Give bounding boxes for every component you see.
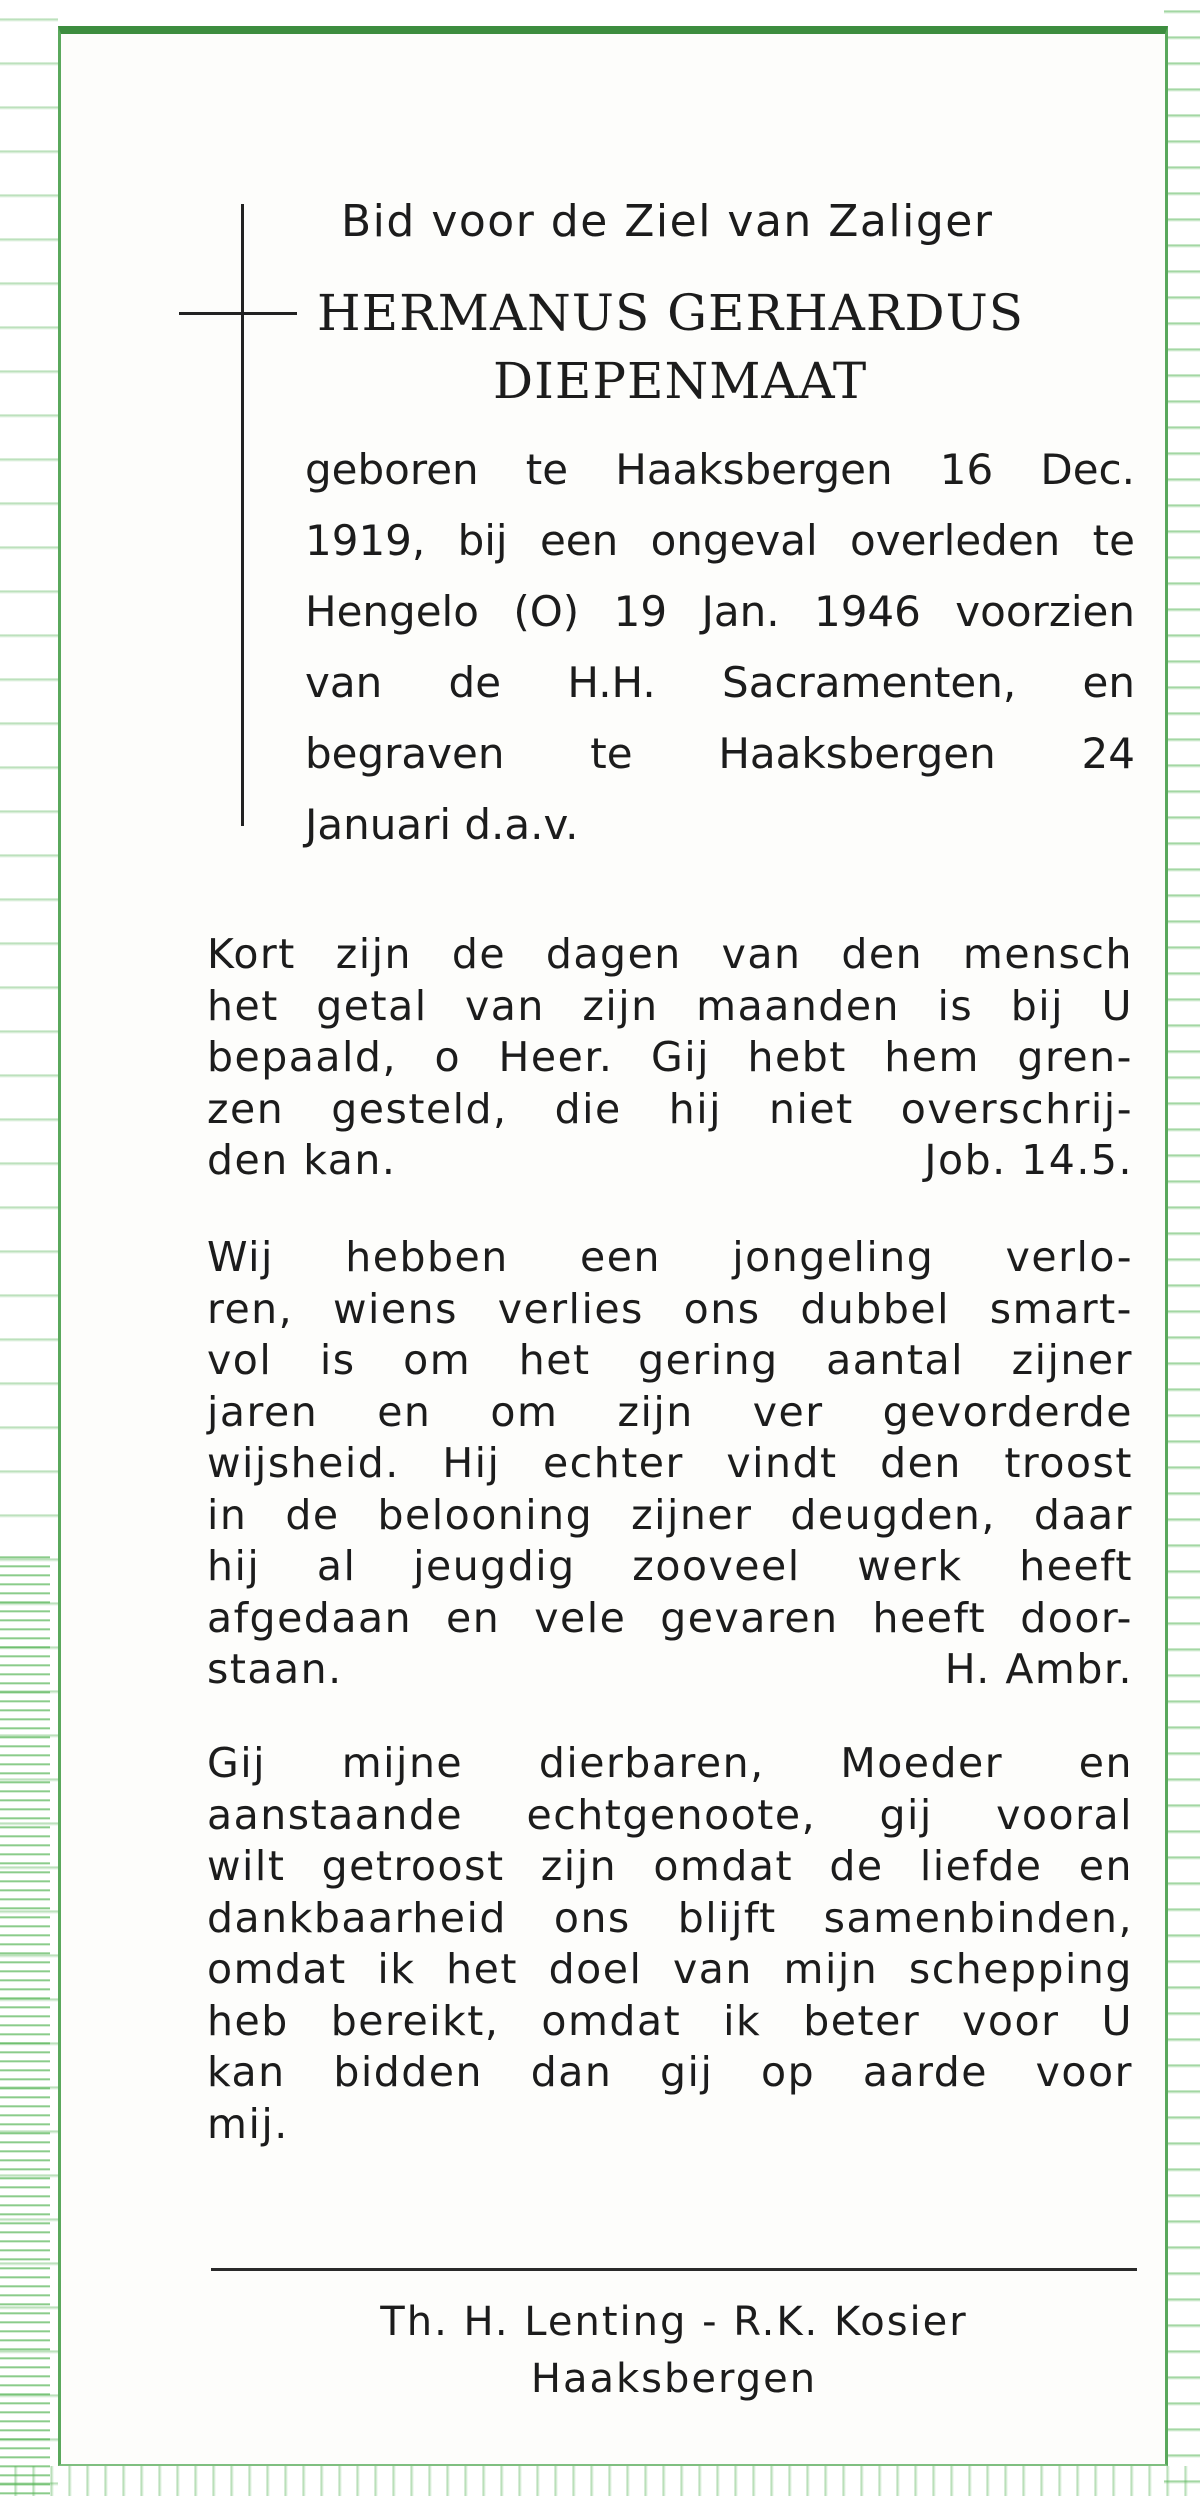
text-word: Kort (207, 930, 296, 978)
text-word: bidden (333, 2048, 484, 2096)
text-word: door- (1020, 1593, 1133, 1642)
deceased-name-last: DIEPENMAAT (493, 352, 868, 410)
text-word: U (1101, 981, 1133, 1030)
text-word: ren, (207, 1284, 294, 1333)
text-word: bij (1010, 981, 1065, 1030)
text-segment: (O) (513, 587, 580, 636)
text-segment: H. Ambr. (944, 1645, 1133, 1693)
text-line (207, 1438, 1133, 1490)
farewell-text (207, 1738, 1133, 2150)
text-segment: Hengelo (305, 587, 479, 636)
text-segment: staan. (207, 1645, 343, 1693)
text-segment: Haaksbergen (615, 445, 893, 494)
text-word: het (518, 1336, 591, 1384)
text-word: gij (660, 2048, 714, 2096)
text-word: voor (1035, 2048, 1133, 2096)
text-word: de (829, 1842, 884, 1890)
text-word: in (207, 1490, 248, 1539)
text-word: jeugdig (413, 1542, 576, 1590)
text-word: een (580, 1233, 661, 1281)
text-word: werk (857, 1542, 963, 1590)
text-segment: overleden (850, 516, 1061, 565)
text-word: al (316, 1542, 357, 1590)
text-word: kan (207, 2048, 286, 2096)
text-word: mijne (341, 1739, 464, 1787)
text-word: de (451, 930, 507, 978)
text-line (207, 1490, 1133, 1542)
text-word: dierbaren, (538, 1739, 765, 1787)
text-line (207, 1084, 1133, 1136)
text-word: afgedaan (207, 1593, 413, 1642)
text-word: aanstaande (207, 1790, 464, 1839)
text-word: echter (542, 1439, 684, 1487)
text-segment: Januari d.a.v. (305, 800, 579, 849)
text-word: bepaald, (207, 1033, 397, 1081)
text-segment: Haaksbergen (718, 729, 996, 778)
text-segment: Sacramenten, (722, 658, 1017, 707)
text-word: voor (962, 1996, 1060, 2045)
text-segment: te (590, 729, 633, 778)
text-word: mensch (962, 930, 1133, 978)
text-word: gevorderde (882, 1387, 1133, 1436)
text-word: hem (884, 1033, 980, 1081)
text-line (207, 1841, 1133, 1893)
text-segment: te (1092, 516, 1135, 565)
text-word: troost (1004, 1439, 1133, 1487)
text-segment: Job. 14.5. (924, 1136, 1133, 1184)
text-word: ons (553, 1893, 631, 1942)
text-word: zooveel (632, 1542, 801, 1590)
text-word: Heer. (498, 1033, 614, 1081)
text-word: o (434, 1033, 462, 1081)
text-word: hebben (345, 1233, 509, 1281)
text-word: zijner (631, 1490, 753, 1539)
text-word: van (465, 981, 545, 1030)
text-word: ons (683, 1284, 761, 1333)
text-line (207, 1790, 1133, 1842)
text-word: ver (752, 1387, 824, 1436)
text-word: getroost (321, 1842, 505, 1890)
text-word: deugden, (790, 1490, 996, 1539)
text-word: verlies (497, 1284, 644, 1333)
text-word: het (446, 1945, 518, 1993)
text-segment: mij. (207, 2099, 289, 2148)
text-word: de (285, 1490, 340, 1539)
text-word: is (319, 1336, 356, 1384)
text-word: dagen (545, 930, 682, 978)
text-segment: bij (457, 516, 508, 565)
text-word: aarde (862, 2048, 988, 2096)
text-line (207, 1644, 1133, 1696)
biography-text (305, 434, 1135, 860)
text-word: maanden (696, 981, 901, 1030)
text-word: omdat (541, 1996, 682, 2045)
text-word: vooral (996, 1790, 1133, 1839)
text-word: jongeling (732, 1233, 935, 1281)
text-word: omdat (207, 1945, 347, 1993)
text-word: beter (803, 1996, 921, 2045)
text-word: gren- (1017, 1033, 1133, 1081)
text-word: blijft (677, 1893, 777, 1942)
text-word: zijn (540, 1842, 618, 1890)
scan-edge-left (0, 0, 58, 2496)
text-word: van (721, 930, 802, 978)
text-line (207, 1032, 1133, 1084)
text-word: gevaren (660, 1593, 839, 1642)
text-segment: H.H. (567, 658, 656, 707)
text-line (207, 929, 1133, 981)
text-line (305, 576, 1135, 647)
text-word: Gij (207, 1739, 267, 1787)
text-line (207, 2099, 1133, 2151)
text-line (207, 981, 1133, 1033)
text-segment: Jan. (701, 587, 780, 636)
text-segment: de (448, 658, 502, 707)
divider-line (211, 2268, 1137, 2271)
text-line (207, 1335, 1133, 1387)
text-word: doel (548, 1945, 643, 1993)
text-word: liefde (919, 1842, 1043, 1890)
text-segment: 19 (613, 587, 668, 636)
text-word: overschrij- (900, 1084, 1133, 1133)
scripture-quote-job (207, 929, 1133, 1187)
text-word: heeft (1019, 1542, 1133, 1590)
text-line (305, 789, 1135, 860)
quote-ambrose (207, 1232, 1133, 1696)
text-word: en (446, 1593, 501, 1642)
text-word: U (1101, 1996, 1133, 2045)
text-word: Moeder (840, 1739, 1004, 1787)
scan-edge-right (1164, 0, 1200, 2496)
text-word: getal (316, 981, 428, 1030)
text-segment: een (539, 516, 619, 565)
text-word: Gij (650, 1033, 710, 1081)
text-word: om (403, 1336, 472, 1384)
text-line (207, 1944, 1133, 1996)
text-word: heeft (872, 1593, 987, 1642)
text-word: op (761, 2048, 816, 2096)
text-segment: te (525, 445, 569, 494)
text-word: Hij (442, 1439, 501, 1487)
text-word: dankbaarheid (207, 1893, 507, 1942)
text-word: hij (207, 1542, 261, 1590)
text-line (207, 1996, 1133, 2048)
text-word: echtgenoote, (526, 1790, 817, 1839)
text-line (305, 718, 1135, 789)
text-segment: ongeval (650, 516, 818, 565)
text-word: en (1078, 1842, 1133, 1890)
text-word: daar (1033, 1490, 1133, 1539)
text-word: verlo- (1005, 1233, 1133, 1281)
text-word: wijsheid. (207, 1439, 400, 1487)
text-word: heb (207, 1996, 289, 2045)
cross-icon-horizontal (179, 312, 297, 315)
text-word: vindt (726, 1439, 838, 1487)
text-line (305, 434, 1135, 505)
text-word: belooning (377, 1490, 594, 1539)
text-line (207, 2047, 1133, 2099)
text-word: en (377, 1387, 432, 1436)
text-word: vol (207, 1336, 273, 1384)
text-word: zijn (582, 981, 659, 1030)
text-line (207, 1135, 1133, 1187)
text-segment: den kan. (207, 1136, 397, 1184)
text-segment: 16 (939, 445, 994, 494)
text-line (305, 647, 1135, 718)
text-segment: 24 (1081, 729, 1135, 778)
text-line (305, 505, 1135, 576)
text-word: bereikt, (330, 1996, 500, 2045)
text-word: hebt (747, 1033, 847, 1081)
text-word: zijner (1011, 1336, 1133, 1384)
text-word: zijn (617, 1387, 694, 1436)
text-line (207, 1232, 1133, 1284)
text-word: dubbel (800, 1284, 951, 1333)
text-word: omdat (653, 1842, 794, 1890)
prayer-heading: Bid voor de Ziel van Zaliger (341, 196, 994, 247)
text-word: die (554, 1084, 622, 1133)
text-line (207, 1541, 1133, 1593)
scan-edge-bottom (0, 2466, 1200, 2496)
text-word: zijn (335, 930, 412, 978)
memorial-card (58, 26, 1168, 2466)
deceased-name-first: HERMANUS GERHARDUS (317, 284, 1025, 342)
text-word: hij (668, 1084, 723, 1133)
text-segment: geboren (305, 445, 479, 494)
printer-credit: Th. H. Lenting - R.K. Kosier (380, 2299, 968, 2345)
text-segment: voorzien (955, 587, 1135, 636)
text-word: smart- (989, 1284, 1133, 1333)
text-segment: van (305, 658, 383, 707)
text-word: mijn (783, 1945, 879, 1993)
text-segment: 1946 (813, 587, 921, 636)
text-word: ik (377, 1945, 416, 1993)
text-word: zen (207, 1084, 285, 1133)
text-line (207, 1593, 1133, 1645)
text-word: is (937, 981, 974, 1030)
text-word: Wij (207, 1233, 274, 1281)
text-word: ik (723, 1996, 762, 2045)
text-word: schepping (908, 1945, 1133, 1993)
text-word: gering (638, 1336, 779, 1384)
text-word: van (672, 1945, 753, 1993)
text-word: den (841, 930, 924, 978)
text-word: wiens (332, 1284, 458, 1333)
text-word: jaren (207, 1387, 319, 1436)
cross-icon-vertical (241, 204, 244, 826)
text-segment: Dec. (1040, 445, 1135, 494)
text-word: het (207, 981, 279, 1030)
text-line (207, 1738, 1133, 1790)
text-word: niet (769, 1084, 854, 1133)
text-word: samenbinden, (823, 1893, 1133, 1942)
text-word: vele (534, 1593, 627, 1642)
text-word: gesteld, (331, 1084, 508, 1133)
text-word: den (880, 1439, 962, 1487)
printer-location: Haaksbergen (530, 2356, 818, 2402)
text-line (207, 1284, 1133, 1336)
text-word: wilt (207, 1842, 286, 1890)
text-line (207, 1893, 1133, 1945)
text-segment: en (1082, 658, 1135, 707)
text-word: aantal (826, 1336, 964, 1384)
text-word: dan (530, 2048, 613, 2096)
text-segment: 1919, (305, 516, 426, 565)
text-word: gij (879, 1790, 933, 1839)
text-segment: begraven (305, 729, 505, 778)
text-line (207, 1387, 1133, 1439)
text-word: en (1078, 1739, 1133, 1787)
text-word: om (490, 1387, 559, 1436)
